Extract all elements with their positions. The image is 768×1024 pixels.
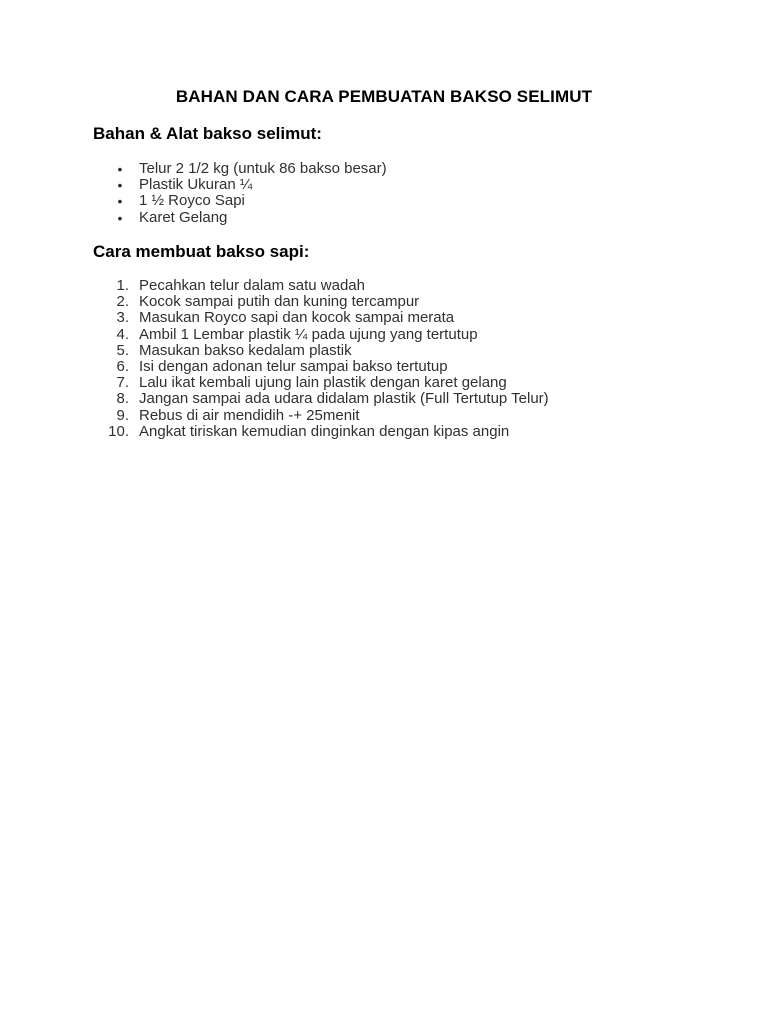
step-item bbox=[93, 391, 549, 407]
step-text: Masukan bakso kedalam plastik bbox=[139, 341, 352, 359]
step-text: Kocok sampai putih dan kuning tercampur bbox=[139, 293, 420, 311]
step-number: 5. bbox=[116, 341, 129, 359]
ingredient-text: Telur 2 1/2 kg (untuk 86 bakso besar) bbox=[139, 160, 387, 177]
step-text: Isi dengan adonan telur sampai bakso tertutup bbox=[139, 358, 448, 376]
step-text: Masukan Royco sapi dan kocok sampai merata bbox=[139, 309, 455, 327]
ingredient-item bbox=[93, 210, 387, 226]
step-number: 10. bbox=[108, 422, 129, 440]
step-text: Ambil 1 Lembar plastik ¼ pada ujung yang tertutup bbox=[139, 325, 478, 343]
section-heading-cara: Cara membuat bakso sapi: bbox=[93, 242, 310, 261]
step-number: 8. bbox=[116, 390, 129, 408]
step-number: 4. bbox=[116, 325, 129, 343]
bullet-icon: • bbox=[117, 161, 123, 177]
step-number: 2. bbox=[116, 293, 129, 311]
step-text: Pecahkan telur dalam satu wadah bbox=[139, 277, 365, 294]
step-number: 6. bbox=[116, 358, 129, 376]
step-text: Rebus di air mendidih -+ 25menit bbox=[139, 406, 360, 424]
step-number: 3. bbox=[116, 309, 129, 327]
step-item bbox=[93, 359, 549, 375]
bullet-icon: • bbox=[117, 209, 123, 226]
step-item bbox=[93, 278, 549, 294]
section-heading-bahan: Bahan & Alat bakso selimut: bbox=[93, 124, 322, 143]
step-text: Angkat tiriskan kemudian dinginkan dengan kipas angin bbox=[139, 422, 510, 440]
ingredients-list bbox=[93, 161, 387, 226]
ingredient-text: 1 ½ Royco Sapi bbox=[139, 192, 245, 210]
step-number: 9. bbox=[116, 406, 129, 424]
ingredient-text: Karet Gelang bbox=[139, 208, 228, 226]
step-item bbox=[93, 327, 549, 343]
step-item bbox=[93, 408, 549, 424]
step-text: Jangan sampai ada udara didalam plastik (Full Tertutup Telur) bbox=[139, 390, 549, 408]
step-item bbox=[93, 310, 549, 326]
step-item bbox=[93, 343, 549, 359]
document-title: BAHAN DAN CARA PEMBUATAN BAKSO SELIMUT bbox=[175, 87, 593, 106]
step-number: 7. bbox=[116, 374, 129, 392]
step-text: Lalu ikat kembali ujung lain plastik dengan karet gelang bbox=[139, 374, 507, 392]
step-item bbox=[93, 424, 549, 440]
step-item bbox=[93, 294, 549, 310]
ingredient-item bbox=[93, 193, 387, 209]
step-number: 1. bbox=[116, 277, 129, 294]
bullet-icon: • bbox=[117, 177, 123, 194]
ingredient-text: Plastik Ukuran ¼ bbox=[139, 176, 253, 194]
step-item bbox=[93, 375, 549, 391]
steps-list bbox=[93, 278, 549, 440]
ingredient-item bbox=[93, 177, 387, 193]
bullet-icon: • bbox=[117, 193, 123, 210]
ingredient-item bbox=[93, 161, 387, 177]
